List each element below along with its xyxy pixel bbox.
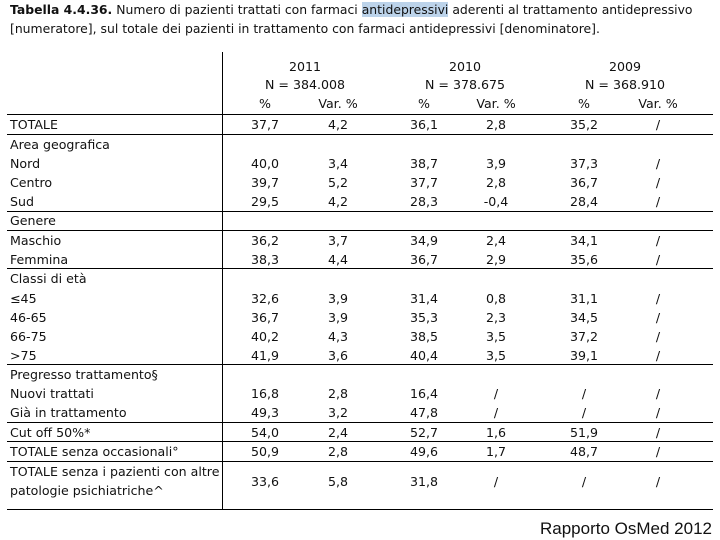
table-cell: 3,4: [327, 156, 349, 171]
row-label: ≤45: [10, 291, 37, 306]
table-cell: 4,2: [327, 117, 349, 132]
rule: [7, 461, 713, 462]
table-cell: 54,0: [250, 425, 280, 440]
row-label: Cut off 50%*: [10, 425, 91, 440]
table-cell: 16,8: [250, 386, 280, 401]
table-number: Tabella 4.4.36.: [10, 2, 113, 17]
table-cell: 31,4: [409, 291, 439, 306]
n-2010: N = 378.675: [424, 77, 506, 92]
table-cell: /: [655, 310, 661, 325]
table-cell: 2,8: [327, 444, 349, 459]
table-cell: 5,8: [327, 474, 349, 489]
table-cell: 39,1: [569, 348, 599, 363]
table-cell: 2,8: [485, 117, 507, 132]
table-cell: /: [655, 386, 661, 401]
table-cell: /: [655, 444, 661, 459]
table-cell: /: [655, 233, 661, 248]
table-cell: 35,2: [569, 117, 599, 132]
year-2010: 2010: [448, 59, 482, 74]
rule: [7, 441, 713, 442]
table-cell: 4,4: [327, 252, 349, 267]
table-cell: 35,6: [569, 252, 599, 267]
row-label: Pregresso trattamento§: [10, 367, 158, 382]
table-cell: 3,6: [327, 348, 349, 363]
table-cell: 0,8: [485, 291, 507, 306]
table-cell: 51,9: [569, 425, 599, 440]
table-cell: 34,1: [569, 233, 599, 248]
table-cell: 36,7: [250, 310, 280, 325]
row-label: >75: [10, 348, 37, 363]
table-cell: 2,4: [485, 233, 507, 248]
table-cell: /: [655, 291, 661, 306]
table-cell: 29,5: [250, 194, 280, 209]
table-cell: 3,9: [485, 156, 507, 171]
table-cell: 2,4: [327, 425, 349, 440]
table-cell: 34,5: [569, 310, 599, 325]
row-label: 46-65: [10, 310, 47, 325]
table-cell: 49,6: [409, 444, 439, 459]
row-label: Femmina: [10, 252, 69, 267]
table-cell: /: [581, 474, 587, 489]
header-pct-2011: %: [259, 96, 271, 111]
table-cell: 1,7: [485, 444, 507, 459]
table-cell: 41,9: [250, 348, 280, 363]
table-cell: /: [581, 386, 587, 401]
table-cell: 50,9: [250, 444, 280, 459]
table-cell: /: [655, 117, 661, 132]
table-cell: /: [655, 252, 661, 267]
table-cell: /: [655, 405, 661, 420]
year-2011: 2011: [288, 59, 322, 74]
table-cell: 4,2: [327, 194, 349, 209]
rule: [7, 211, 713, 212]
rule: [7, 134, 713, 135]
table-cell: 3,5: [485, 348, 507, 363]
caption-text-after: aderenti al trattamento antidepressivo [numeratore], sul totale dei pazienti in trattamento con farmaci antidepressivi [denominatore].: [10, 2, 693, 36]
header-var-2010: Var. %: [476, 96, 516, 111]
table-cell: 38,7: [409, 156, 439, 171]
table-cell: 2,8: [485, 175, 507, 190]
table-cell: 2,9: [485, 252, 507, 267]
row-label: TOTALE senza occasionali°: [10, 444, 179, 459]
table-cell: 31,8: [409, 474, 439, 489]
row-label: Nord: [10, 156, 41, 171]
table-cell: 36,7: [409, 252, 439, 267]
row-label: TOTALE: [10, 117, 58, 132]
row-label: Sud: [10, 194, 34, 209]
table-cell: 36,7: [569, 175, 599, 190]
table-cell: 3,5: [485, 329, 507, 344]
table-cell: /: [655, 425, 661, 440]
row-label-cont: patologie psichiatriche^: [10, 483, 164, 498]
table-cell: 38,5: [409, 329, 439, 344]
table-cell: /: [493, 386, 499, 401]
table-cell: /: [655, 194, 661, 209]
table-cell: 39,7: [250, 175, 280, 190]
table-cell: 33,6: [250, 474, 280, 489]
table-cell: 37,3: [569, 156, 599, 171]
table-cell: 4,3: [327, 329, 349, 344]
table-cell: 2,3: [485, 310, 507, 325]
header-rule: [7, 114, 713, 115]
table-cell: /: [655, 474, 661, 489]
rule: [7, 230, 713, 231]
table-cell: 37,7: [250, 117, 280, 132]
row-label: Area geografica: [10, 137, 110, 152]
table-cell: /: [655, 329, 661, 344]
table-cell: 5,2: [327, 175, 349, 190]
table-cell: 40,4: [409, 348, 439, 363]
row-label: Centro: [10, 175, 53, 190]
rule: [7, 364, 713, 365]
table-cell: 49,3: [250, 405, 280, 420]
table-cell: 3,9: [327, 310, 349, 325]
n-2011: N = 384.008: [264, 77, 346, 92]
table-cell: 3,9: [327, 291, 349, 306]
table-cell: 40,2: [250, 329, 280, 344]
row-label: Nuovi trattati: [10, 386, 94, 401]
table-cell: 28,3: [409, 194, 439, 209]
header-var-2011: Var. %: [318, 96, 358, 111]
table-cell: 52,7: [409, 425, 439, 440]
caption-highlight[interactable]: antidepressivi: [361, 2, 449, 17]
table-cell: 28,4: [569, 194, 599, 209]
table-cell: 38,3: [250, 252, 280, 267]
bottom-rule: [7, 509, 713, 510]
table-cell: 48,7: [569, 444, 599, 459]
row-label: Genere: [10, 213, 56, 228]
table-cell: 47,8: [409, 405, 439, 420]
n-2009: N = 368.910: [584, 77, 666, 92]
table-cell: 1,6: [485, 425, 507, 440]
table-cell: /: [655, 175, 661, 190]
table-cell: 36,1: [409, 117, 439, 132]
rule: [7, 422, 713, 423]
row-label: Maschio: [10, 233, 62, 248]
table-cell: -0,4: [483, 194, 509, 209]
table-cell: /: [581, 405, 587, 420]
table-cell: 31,1: [569, 291, 599, 306]
table-cell: 32,6: [250, 291, 280, 306]
header-pct-2009: %: [578, 96, 590, 111]
header-var-2009: Var. %: [638, 96, 678, 111]
caption-text-before: Numero di pazienti trattati con farmaci: [112, 2, 362, 17]
table-cell: /: [655, 156, 661, 171]
row-label: 66-75: [10, 329, 47, 344]
table-cell: /: [493, 474, 499, 489]
table-cell: 3,7: [327, 233, 349, 248]
row-label: Classi di età: [10, 271, 87, 286]
year-2009: 2009: [608, 59, 642, 74]
table-cell: 35,3: [409, 310, 439, 325]
header-pct-2010: %: [418, 96, 430, 111]
row-label: Già in trattamento: [10, 405, 127, 420]
table-cell: 37,7: [409, 175, 439, 190]
table-cell: 3,2: [327, 405, 349, 420]
row-label: TOTALE senza i pazienti con altre: [10, 464, 220, 479]
table-cell: 2,8: [327, 386, 349, 401]
table-cell: /: [655, 348, 661, 363]
table-cell: /: [493, 405, 499, 420]
rule: [7, 268, 713, 269]
source-footer: Rapporto OsMed 2012: [540, 519, 712, 538]
table-cell: 36,2: [250, 233, 280, 248]
table-cell: 40,0: [250, 156, 280, 171]
table-cell: 37,2: [569, 329, 599, 344]
table-cell: 34,9: [409, 233, 439, 248]
table-cell: 16,4: [409, 386, 439, 401]
